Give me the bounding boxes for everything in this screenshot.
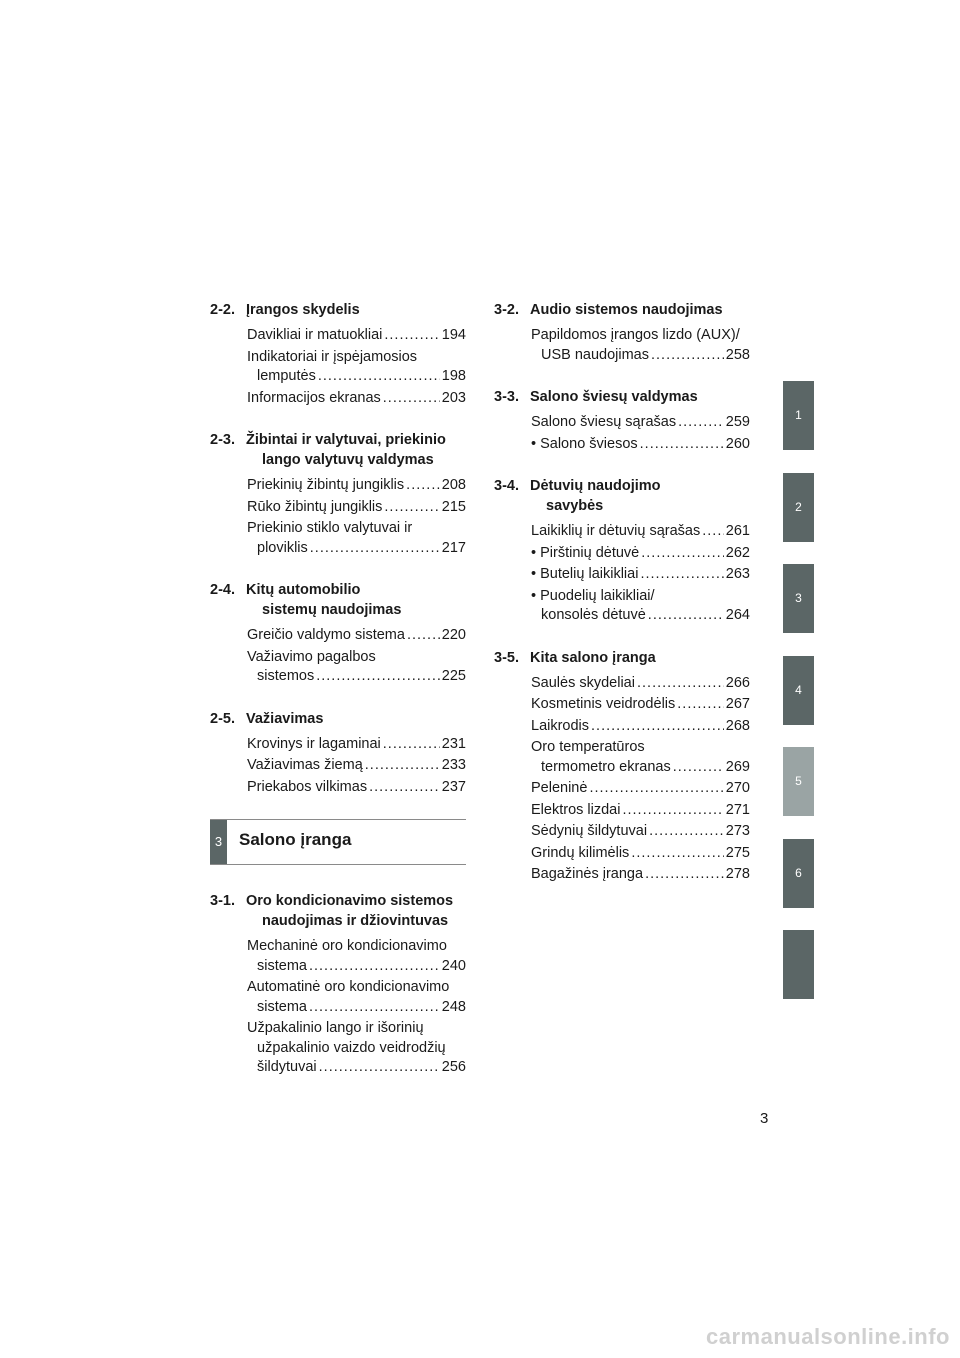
page-number: 3	[760, 1110, 769, 1127]
toc-entry[interactable]	[531, 865, 750, 885]
page-ref: 203	[441, 389, 466, 406]
toc-entry-line	[531, 522, 750, 542]
toc-entry[interactable]	[531, 822, 750, 842]
toc-entry-line	[247, 735, 466, 755]
toc-entry-line	[531, 695, 750, 715]
section-number: 2-5.	[210, 710, 235, 727]
dot-leader	[365, 756, 440, 776]
toc-section	[210, 709, 466, 798]
toc-entry-line	[247, 626, 466, 646]
toc-entry[interactable]	[247, 348, 466, 387]
toc-entry[interactable]	[247, 626, 466, 646]
toc-entry[interactable]	[247, 326, 466, 346]
toc-entry[interactable]	[531, 801, 750, 821]
toc-entry-line	[247, 756, 466, 776]
toc-entry-title: sistema	[257, 998, 307, 1015]
toc-entry[interactable]	[247, 476, 466, 496]
toc-entry[interactable]	[247, 389, 466, 409]
toc-entry-title: konsolės dėtuvė	[541, 607, 646, 623]
page-ref: 260	[725, 435, 750, 452]
page-ref: 237	[441, 778, 466, 795]
chapter-banner	[210, 819, 466, 865]
toc-section	[494, 387, 750, 454]
page-ref: 217	[441, 539, 466, 556]
section-title-continued: naudojimas ir džiovintuvas	[262, 913, 449, 929]
toc-entry-title: ploviklis	[257, 539, 308, 556]
page-ref: 266	[725, 674, 750, 691]
toc-entry-title: Elektros lizdai	[531, 801, 621, 818]
toc-entry[interactable]	[531, 674, 750, 694]
toc-entry[interactable]	[247, 756, 466, 776]
toc-entry-line	[247, 667, 466, 687]
toc-entry-title: Salono šviesų sąrašas	[531, 414, 677, 430]
toc-entry-line	[531, 779, 750, 799]
toc-entry-list	[531, 413, 750, 454]
toc-entry-line	[247, 778, 466, 798]
toc-entry-line	[247, 1058, 466, 1078]
section-heading	[210, 580, 466, 620]
toc-entry-text-line: Indikatoriai ir įspėjamosios	[247, 348, 418, 365]
toc-entry-title: sistema	[257, 957, 307, 974]
toc-section	[210, 430, 466, 558]
section-heading	[494, 476, 750, 516]
toc-entry-line	[531, 413, 750, 433]
toc-entry-line	[531, 801, 750, 821]
watermark: carmanualsonline.info	[706, 1324, 950, 1349]
toc-entry-title: USB naudojimas	[541, 346, 649, 363]
section-number: 2-3.	[210, 432, 235, 448]
toc-entry[interactable]	[247, 519, 466, 558]
chapter-tab-5[interactable]: 5	[783, 747, 814, 816]
toc-right-column	[494, 300, 750, 907]
toc-entry-title: • Salono šviesos	[531, 435, 638, 452]
toc-entry-title: šildytuvai	[257, 1059, 317, 1075]
section-title-continued: lango valytuvų valdymas	[262, 452, 434, 468]
toc-entry[interactable]	[247, 978, 466, 1017]
toc-entry-line	[531, 346, 750, 366]
chapter-tab-3[interactable]: 3	[783, 564, 814, 633]
dot-leader	[637, 674, 724, 694]
toc-entry-title: Priekinių žibintų jungiklis	[247, 477, 405, 493]
section-number: 2-2.	[210, 302, 235, 318]
toc-entry[interactable]	[247, 937, 466, 976]
toc-entry[interactable]	[531, 413, 750, 433]
page-ref: 261	[725, 523, 750, 539]
section-title: Salono šviesų valdymas	[530, 389, 698, 405]
dot-leader	[316, 667, 440, 687]
toc-entry[interactable]	[247, 735, 466, 755]
dot-leader	[648, 606, 724, 626]
section-number: 3-4.	[494, 478, 519, 494]
section-number: 3-5.	[494, 649, 519, 666]
toc-entry[interactable]	[531, 587, 750, 626]
toc-entry[interactable]	[531, 522, 750, 542]
dot-leader	[591, 717, 724, 737]
toc-entry-title: sistemos	[257, 668, 315, 684]
toc-entry-title: Krovinys ir lagaminai	[247, 735, 381, 752]
dot-leader	[309, 998, 440, 1018]
toc-section	[210, 891, 466, 1078]
toc-entry-text-line: užpakalinio vaizdo veidrodžių	[257, 1039, 446, 1056]
toc-section	[494, 476, 750, 626]
section-title: Įrangos skydelis	[246, 302, 360, 318]
toc-entry-line	[247, 326, 466, 346]
toc-entry-line	[531, 822, 750, 842]
toc-entry[interactable]	[531, 844, 750, 864]
toc-entry-line	[531, 606, 750, 626]
toc-entry-title: Greičio valdymo sistema	[247, 627, 405, 643]
toc-entry-line	[531, 565, 750, 585]
toc-entry-list	[531, 674, 750, 885]
toc-entry-line	[531, 865, 750, 885]
section-title: Kitų automobilio	[246, 582, 361, 598]
dot-leader	[631, 844, 723, 864]
toc-entry-title: Priekabos vilkimas	[247, 778, 368, 795]
toc-entry-text-line: Automatinė oro kondicionavimo	[247, 979, 450, 995]
toc-entry-title: Saulės skydeliai	[531, 674, 635, 691]
toc-entry[interactable]	[247, 648, 466, 687]
section-title-continued: sistemų naudojimas	[262, 602, 402, 618]
toc-left-sections-after	[210, 891, 466, 1078]
toc-entry-list	[531, 326, 750, 365]
section-title: Žibintai ir valytuvai, priekinio	[246, 432, 446, 448]
toc-entry-title: Sėdynių šildytuvai	[531, 823, 648, 839]
toc-entry[interactable]	[531, 695, 750, 715]
dot-leader	[407, 626, 440, 646]
toc-entry-list	[247, 937, 466, 1078]
dot-leader	[318, 367, 440, 387]
toc-entry-line	[531, 717, 750, 737]
toc-entry-title: Laikiklių ir dėtuvių sąrašas	[531, 523, 701, 539]
dot-leader	[383, 389, 440, 409]
section-heading	[210, 430, 466, 470]
toc-entry-title: lemputės	[257, 368, 316, 384]
toc-section	[210, 300, 466, 408]
toc-entry-line	[531, 674, 750, 694]
toc-entry[interactable]	[531, 435, 750, 455]
chapter-tab-2[interactable]: 2	[783, 473, 814, 542]
toc-section	[210, 580, 466, 687]
section-number: 3-3.	[494, 389, 519, 405]
toc-entry-text-line: • Puodelių laikikliai/	[531, 587, 655, 604]
toc-entry[interactable]	[247, 778, 466, 798]
page-ref: 268	[725, 717, 750, 734]
section-title-continued: savybės	[546, 498, 604, 514]
toc-entry-line	[247, 476, 466, 496]
page-ref: 208	[441, 477, 466, 493]
toc-entry-text-line: Mechaninė oro kondicionavimo	[247, 938, 447, 954]
toc-entry-title: Davikliai ir matuokliai	[247, 327, 383, 343]
toc-section	[494, 300, 750, 365]
page-ref: 264	[725, 607, 750, 623]
dot-leader	[649, 822, 724, 842]
toc-entry-line	[247, 998, 466, 1018]
section-number: 3-1.	[210, 893, 235, 909]
toc-entry-line	[247, 498, 466, 518]
dot-leader	[622, 801, 723, 821]
chapter-banner-title: Salono įranga	[239, 830, 352, 849]
page-ref: 270	[725, 780, 750, 796]
toc-entry-title: Važiavimas žiemą	[247, 757, 363, 773]
dot-leader	[641, 544, 724, 564]
toc-entry-title: • Butelių laikikliai	[531, 566, 639, 582]
toc-entry-title: termometro ekranas	[541, 758, 671, 775]
page-ref: 271	[725, 801, 750, 818]
toc-left-sections	[210, 300, 466, 797]
dot-leader	[310, 539, 440, 559]
toc-entry-line	[531, 844, 750, 864]
dot-leader	[640, 435, 724, 455]
toc-entry[interactable]	[247, 498, 466, 518]
section-heading	[494, 648, 750, 668]
toc-entry-title: Peleninė	[531, 780, 588, 796]
dot-leader	[319, 1058, 440, 1078]
toc-entry[interactable]	[531, 779, 750, 799]
toc-entry-line	[531, 435, 750, 455]
section-title: Važiavimas	[246, 710, 324, 727]
section-title: Oro kondicionavimo sistemos	[246, 893, 454, 909]
page-ref: 259	[725, 414, 750, 430]
page-ref: 275	[725, 844, 750, 861]
toc-entry-text-line: Priekinio stiklo valytuvai ir	[247, 520, 413, 536]
section-heading	[494, 387, 750, 407]
toc-entry[interactable]	[531, 717, 750, 737]
toc-left-column	[210, 300, 466, 1100]
toc-entry-text-line: Važiavimo pagalbos	[247, 648, 376, 665]
section-heading	[210, 300, 466, 320]
page-ref: 215	[441, 498, 466, 515]
page-ref: 225	[441, 668, 466, 684]
chapter-tab-4[interactable]: 4	[783, 656, 814, 725]
page-ref: 269	[725, 758, 750, 775]
page-ref: 263	[725, 566, 750, 582]
section-heading	[210, 709, 466, 729]
dot-leader	[651, 346, 724, 366]
toc-entry-title: Grindų kilimėlis	[531, 844, 630, 861]
toc-entry-line	[531, 758, 750, 778]
section-number: 2-4.	[210, 582, 235, 598]
toc-entry-title: Rūko žibintų jungiklis	[247, 498, 383, 515]
page-ref: 273	[725, 823, 750, 839]
dot-leader	[702, 522, 724, 542]
dot-leader	[645, 865, 724, 885]
toc-entry-text-line: Oro temperatūros	[531, 739, 645, 755]
page-ref: 258	[725, 346, 750, 363]
page-ref: 240	[441, 957, 466, 974]
toc-entry[interactable]	[247, 1019, 466, 1078]
toc-entry-title: Laikrodis	[531, 717, 590, 734]
dot-leader	[677, 695, 724, 715]
dot-leader	[383, 735, 440, 755]
toc-entry-text-line: Papildomos įrangos lizdo (AUX)/	[531, 327, 740, 343]
toc-entry-line	[247, 389, 466, 409]
toc-entry-list	[531, 522, 750, 626]
toc-entry[interactable]	[531, 544, 750, 564]
chapter-tab-6[interactable]: 6	[783, 839, 814, 908]
toc-entry[interactable]	[531, 326, 750, 365]
section-title: Dėtuvių naudojimo	[530, 478, 661, 494]
page-ref: 220	[441, 627, 466, 643]
dot-leader	[369, 778, 440, 798]
dot-leader	[678, 413, 724, 433]
toc-entry-list	[247, 735, 466, 798]
toc-entry[interactable]	[531, 738, 750, 777]
toc-entry-line	[531, 544, 750, 564]
section-number: 3-2.	[494, 302, 519, 318]
toc-entry-text-line: Užpakalinio lango ir išorinių	[247, 1020, 424, 1036]
toc-entry-line	[247, 367, 466, 387]
toc-entry-title: • Pirštinių dėtuvė	[531, 544, 640, 561]
page-ref: 233	[441, 757, 466, 773]
toc-section	[494, 648, 750, 885]
page-ref: 267	[725, 696, 750, 712]
page-ref: 231	[441, 735, 466, 752]
dot-leader	[384, 326, 439, 346]
toc-entry-list	[247, 626, 466, 687]
dot-leader	[589, 779, 723, 799]
dot-leader	[406, 476, 440, 496]
toc-entry-title: Bagažinės įranga	[531, 866, 644, 882]
chapter-tab-1[interactable]: 1	[783, 381, 814, 450]
dot-leader	[309, 957, 440, 977]
toc-entry-line	[247, 539, 466, 559]
section-title: Kita salono įranga	[530, 649, 656, 666]
toc-entry-title: Informacijos ekranas	[247, 389, 381, 406]
dot-leader	[640, 565, 723, 585]
page-ref: 194	[441, 327, 466, 343]
chapter-tab-index[interactable]	[783, 930, 814, 999]
toc-entry-list	[247, 326, 466, 408]
section-title: Audio sistemos naudojimas	[530, 302, 723, 318]
toc-entry-title: Kosmetinis veidrodėlis	[531, 696, 676, 712]
page-ref: 248	[441, 998, 466, 1015]
toc-entry-list	[247, 476, 466, 558]
page-ref: 278	[725, 866, 750, 882]
dot-leader	[384, 498, 439, 518]
section-heading	[494, 300, 750, 320]
chapter-banner-number: 3	[210, 820, 227, 864]
page-ref: 256	[441, 1059, 466, 1075]
dot-leader	[673, 758, 724, 778]
toc-entry[interactable]	[531, 565, 750, 585]
section-heading	[210, 891, 466, 931]
page-ref: 198	[441, 368, 466, 384]
page-ref: 262	[725, 544, 750, 561]
toc-entry-line	[247, 957, 466, 977]
